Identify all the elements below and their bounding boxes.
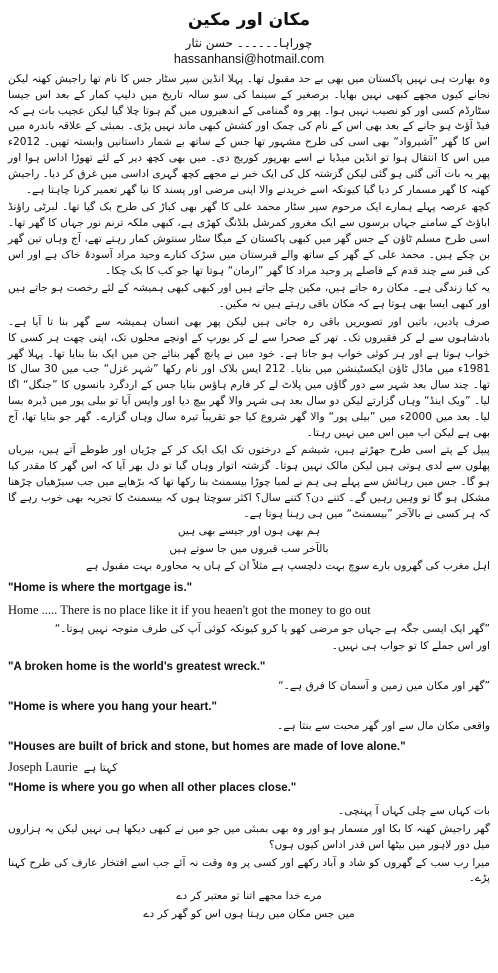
english-quote-3: "A broken home is the world's greatest wreck." (8, 661, 266, 674)
joseph-laurie-says: کہتا ہے (83, 761, 118, 774)
joseph-laurie-name: Joseph Laurie (8, 760, 78, 775)
urdu-note-3: ”گھر اور مکان میں زمین و آسمان کا فرق ہے۔“ (278, 680, 490, 693)
column-byline: چوراہا۔۔۔۔۔۔ حسن نثار (185, 36, 313, 50)
closing-3: میرا رب سب کے گھروں کو شاد و آباد رکھے اور کسی پر وہ وقت نہ آئے جب اسے افتخار عارف کی طرح کہنا پڑے۔ (8, 856, 490, 885)
article-title: مکان اور مکین (188, 10, 310, 30)
joseph-laurie-line (8, 760, 490, 775)
verse-1-line-2: بالآخر سب قبروں میں جا سوتے ہیں (169, 542, 329, 555)
verse-2-line-1: مرے خدا مجھے اتنا تو معتبر کر دے (176, 890, 322, 903)
urdu-note-2: اور اس جملے کا تو جواب ہی نہیں۔ (331, 640, 490, 653)
urdu-note-4: واقعی مکان مال سے اور گھر محبت سے بنتا ہے۔ (277, 720, 490, 733)
english-quote-2: Home ..... There is no place like it if you heaen't got the money to go out (8, 603, 371, 618)
paragraph-2: کچھ عرصہ پہلے ہمارے ایک مرحوم سپر سٹار محمد علی کا گھر بھی کباڑ کی طرح بک گیا تھا۔ لبرٹی راؤنڈ اباؤٹ کے سامنے جہاں برسوں سے ایک مغرور کمرشل بلڈنگ کھڑی ہے، کبھی ملکہ ترنم نور جہاں کا گھر تھا۔ اسی طرح مسلم ٹاؤن کے جس گھر میں کبھی پاکستان کے میگا سٹار سنتوش کمار رہتے تھے، آج وہاں تین گھر بن چکے ہیں۔ محمد علی کے گھر کے ساتھ والے قبرستان میں سڑک کنارے وحید مراد آسودۂ خاک ہے اور اس کی قبر سے چند قدم کے فاصلے پر وحید مراد کا گھر ”ارمان“ ہوتا تھا جو کب کا بک چکا۔ (8, 201, 490, 277)
english-quote-5: "Houses are built of brick and stone, but homes are made of love alone." (8, 741, 406, 754)
paragraph-1: وہ بھارت ہی نہیں پاکستان میں بھی بے حد مقبول تھا۔ پہلا انڈین سپر سٹار جس کا نام تھا راجیش کھنہ لیکن نجانے کیوں مجھے کبھی نہیں بھایا۔ برصغیر کے سینما کی سو سالہ تاریخ میں دلیپ کمار کے بعد اس جیسا سٹارڈم کسی اور کو نصیب نہیں ہوا۔ پھر وہ گمنامی کے اندھیروں میں گم ہوتا چلا گیا لیکن عجیب بات ہے کہ فیڈ آؤٹ ہو جانے کے بعد بھی اس کے نام کی چمک اور کشش کبھی ماند نہیں پڑی۔ بمبئی کے علاقہ باندرہ میں اس کا گھر ”آشیرواد“ بھی اسی کی طرح مشہور تھا جس کے ساتھ بے شمار داستانیں وابستہ تھیں۔ 2012ء میں اس کا انتقال ہوا تو انڈین میڈیا نے اسے بھرپور کوریج دی۔ میں بھی کچھ دیر کے لئے تھوڑا اداس ہوا اور پھر یہ بات آئی گئی ہو گئی لیکن گزشتہ کل کی ایک خبر نے مجھے کچھ گہری اداسی میں غرق کر دیا۔ راجیش کھنہ کا گھر مسمار کر دیا گیا کیونکہ اسے خریدنے والا اپنی مرضی اور پسند کا نیا گھر تعمیر کرنا چاہتا ہے۔ (8, 73, 490, 196)
closing-1: بات کہاں سے چلی کہاں آ پہنچی۔ (337, 805, 490, 818)
intro-quotes: اہل مغرب کی گھروں بارے سوچ بہت دلچسپ ہے مثلاً ان کے ہاں یہ محاورہ بہت مقبول ہے (86, 560, 490, 573)
author-email: hassanhansi@hotmail.com (173, 52, 325, 66)
english-quote-4: "Home is where you hang your heart." (8, 701, 218, 714)
verse-2-line-2: میں جس مکان میں رہتا ہوں اس کو گھر کر دے (143, 907, 355, 920)
urdu-note-1: ”گھر ایک ایسی جگہ ہے جہاں جو مرضی کھو یا کرو کیونکہ کوئی آپ کی طرف متوجہ نہیں ہوتا۔“ (54, 623, 490, 636)
verse-1-line-1: ہم بھی ہوں اور جیسے بھی ہیں (177, 525, 321, 538)
paragraph-5: پیپل کے پتے اسی طرح جھڑتے ہیں، شیشم کے درختوں تک ایک ایک کر کے چڑیاں اور طوطے آتے ہیں، بیریاں پھلوں سے لدی ہوتی ہیں لیکن مالک نہیں ہوتا۔ گزشتہ اتوار وہاں گیا تو دل بھر آیا کہ اس گھر کا مقدر کیا ہو گا۔ جس میں رہائش سے پہلے ہی ہم نے لمبا چوڑا بیسمنٹ بنا رکھا تھا کہ بڑھاپے میں جب سیڑھیاں چڑھنا مشکل ہو گا تو وہیں رہیں گے۔ کتنے دن؟ کتنے سال؟ اکثر سوچتا ہوں کہ بیسمنٹ کا تجربہ بھی خوب رہے گا کہ ہر کسی نے بالآخر ”بیسمنٹ“ میں ہی رہنا ہوتا ہے۔ (8, 444, 490, 520)
closing-2: گھر راجیش کھنہ کا بکا اور مسمار ہو اور وہ بھی بمبئی میں جو میں نے کبھی دیکھا ہی نہیں لیکن یہ ہزاروں میل دور لاہور میں بیٹھا اس قدر اداس کیوں ہوں؟ (8, 822, 490, 851)
english-quote-6: "Home is where you go when all other places close." (8, 782, 297, 795)
paragraph-4: صرف یادیں، باتیں اور تصویریں باقی رہ جاتی ہیں لیکن پھر بھی انسان ہمیشہ سے گھر بنا تا آیا ہے۔ بادشاہوں سے لے کر فقیروں تک۔ تھر کے صحرا سے لے کر یورپ کے اونچے محلوں تک، اپنی چھت ہر کسی کا خواب ہوتا ہے اور ہر کوئی خواب ہو جاتا ہے۔ خود میں نے پانچ گھر بنائے جن میں ایک بنا بنایا تھا۔ پہلا گھر 1981ء میں ماڈل ٹاؤن ایکسٹینشن میں بنایا۔ 212 ایس بلاک اور نام رکھا ”شہر غزل“ جب میں 30 سال کا تھا۔ چند سال بعد شہر سے دور گاؤں میں پلاٹ لے کر فارم ہاؤس بنایا جس کے اردگرد بانسوں کا ”جنگل“ اگا لیا۔ ”ویک اینڈ“ وہاں گزارتے لیکن دو سال بعد ہی شہر والا گھر بیچ دیا اور واپس آیا تو بیلی پور میں ڈیرہ بسا لیا۔ بعد میں 2000ء میں ”بیلی پور“ والا گھر شروع کیا جو تقریباً تیرہ سال وہاں گزارے۔ گھر جو بنایا تھا، آج بھی ہے لیکن اب میں اس میں نہیں رہتا۔ (8, 315, 490, 439)
paragraph-3: یہ کیا زندگی ہے۔ مکان رہ جاتے ہیں، مکین چلے جاتے ہیں اور کبھی کبھی ہمیشہ کے لئے رخصت ہو جاتے ہیں اور کبھی ایسا بھی ہوتا ہے کہ مکان باقی رہتے ہیں نہ مکین۔ (8, 282, 490, 311)
english-quote-1: "Home is where the mortgage is." (8, 582, 193, 595)
